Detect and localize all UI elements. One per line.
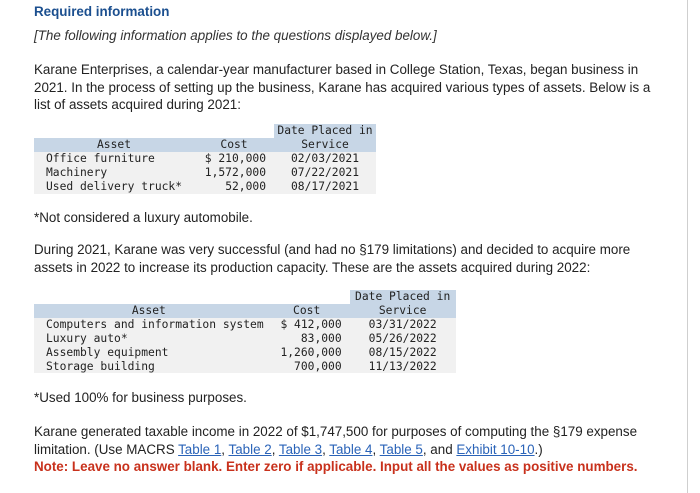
date-cell: 08/15/2022 bbox=[350, 346, 456, 360]
table-header-row bbox=[34, 304, 456, 318]
date-header-line1: Date Placed in bbox=[350, 290, 456, 304]
table-header-row bbox=[34, 124, 376, 138]
asset-header: Asset bbox=[34, 138, 194, 152]
table-row bbox=[34, 152, 376, 166]
link-table-3[interactable]: Table 3 bbox=[278, 441, 323, 457]
table-row bbox=[34, 166, 376, 180]
table-row bbox=[34, 332, 456, 346]
link-exhibit-10-10[interactable]: Exhibit 10-10 bbox=[456, 441, 535, 457]
table-row bbox=[34, 318, 456, 332]
link-table-2[interactable]: Table 2 bbox=[228, 441, 272, 457]
footnote-luxury: *Not considered a luxury automobile. bbox=[34, 210, 253, 225]
date-cell: 08/17/2021 bbox=[274, 180, 376, 194]
paragraph-taxable-income bbox=[34, 423, 659, 476]
cost-header: Cost bbox=[264, 304, 350, 318]
asset-cell: Storage building bbox=[34, 360, 264, 374]
date-header-line2: Service bbox=[350, 304, 456, 318]
asset-cell: Office furniture bbox=[34, 152, 194, 166]
asset-cell: Computers and information system bbox=[34, 318, 264, 332]
cost-cell: $ 412,000 bbox=[264, 318, 350, 332]
date-cell: 03/31/2022 bbox=[350, 318, 456, 332]
date-header-line1: Date Placed in bbox=[274, 124, 376, 138]
info-subheading: [The following information applies to the questions displayed below.] bbox=[34, 28, 437, 43]
date-cell: 07/22/2021 bbox=[274, 166, 376, 180]
cost-cell: 1,260,000 bbox=[264, 346, 350, 360]
separator: , bbox=[221, 441, 229, 457]
link-table-5[interactable]: Table 5 bbox=[379, 441, 423, 457]
link-table-1[interactable]: Table 1 bbox=[178, 441, 222, 457]
asset-cell: Used delivery truck* bbox=[34, 180, 194, 194]
assets-2021-table bbox=[34, 124, 376, 194]
income-text: Karane generated taxable income in 2022 of $1,747,500 for purposes of computing the §179 expense limitation. (Use MACRS bbox=[34, 424, 638, 457]
separator: , bbox=[271, 441, 279, 457]
cost-cell: 83,000 bbox=[264, 332, 350, 346]
closing-text: .) bbox=[534, 441, 543, 457]
table-header-row bbox=[34, 138, 376, 152]
separator: , and bbox=[422, 441, 457, 457]
separator: , bbox=[372, 441, 380, 457]
cost-cell: $ 210,000 bbox=[194, 152, 274, 166]
asset-cell: Machinery bbox=[34, 166, 194, 180]
separator: , bbox=[322, 441, 330, 457]
cost-cell: 1,572,000 bbox=[194, 166, 274, 180]
asset-cell: Assembly equipment bbox=[34, 346, 264, 360]
table-header-row bbox=[34, 290, 456, 304]
assets-2022-table bbox=[34, 290, 456, 373]
link-table-4[interactable]: Table 4 bbox=[329, 441, 373, 457]
date-cell: 05/26/2022 bbox=[350, 332, 456, 346]
asset-cell: Luxury auto* bbox=[34, 332, 264, 346]
paragraph-2022: During 2021, Karane was very successful (and had no §179 limitations) and decided to acquire more assets in 2022 to increase its production capacity. These are the assets acquired during 2022: bbox=[34, 242, 631, 275]
cost-cell: 700,000 bbox=[264, 360, 350, 374]
table-row bbox=[34, 180, 376, 194]
footnote-business-use: *Used 100% for business purposes. bbox=[34, 390, 247, 405]
intro-paragraph: Karane Enterprises, a calendar-year manufacturer based in College Station, Texas, began business in 2021. In the process of setting up the business, Karane has acquired various types of assets. Below is a list of assets acquired during 2021: bbox=[34, 62, 651, 112]
cost-header: Cost bbox=[194, 138, 274, 152]
date-header-line2: Service bbox=[274, 138, 376, 152]
date-cell: 02/03/2021 bbox=[274, 152, 376, 166]
asset-header: Asset bbox=[34, 304, 264, 318]
required-info-heading: Required information bbox=[34, 4, 170, 19]
date-cell: 11/13/2022 bbox=[350, 360, 456, 374]
cost-cell: 52,000 bbox=[194, 180, 274, 194]
table-row bbox=[34, 346, 456, 360]
table-row bbox=[34, 360, 456, 374]
answer-note: Note: Leave no answer blank. Enter zero if applicable. Input all the values as positive numbers. bbox=[34, 459, 638, 474]
